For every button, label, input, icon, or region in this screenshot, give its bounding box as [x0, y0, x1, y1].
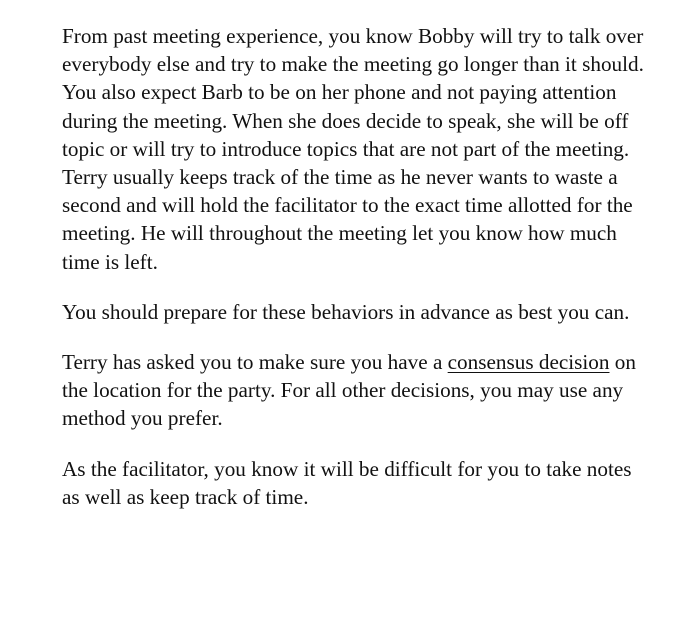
document-body [62, 22, 652, 511]
consensus-decision-underlined: consensus decision [447, 350, 610, 375]
paragraph-prepare: You should prepare for these behaviors in advance as best you can. [62, 299, 630, 324]
consensus-text-before: Terry has asked you to make sure you have a [62, 350, 448, 375]
paragraph-meeting-behaviors: From past meeting experience, you know Bobby will try to talk over everybody else and try to make the meeting go longer than it should. You also expect Barb to be on her phone and not paying attention during the meeting. When she does decide to speak, she will be off topic or will try to introduce topics that are not part of the meeting. Terry usually keeps track of the time as he never wants to waste a second and will hold the facilitator to the exact time allotted for the meeting. He will throughout the meeting let you know how much time is left. [62, 24, 644, 274]
consensus-text-after: on the location for the party. For all other decisions, you may use any method you prefer. [62, 350, 636, 431]
paragraph-consensus [62, 348, 652, 433]
paragraph-facilitator: As the facilitator, you know it will be difficult for you to take notes as well as keep track of time. [62, 456, 632, 509]
